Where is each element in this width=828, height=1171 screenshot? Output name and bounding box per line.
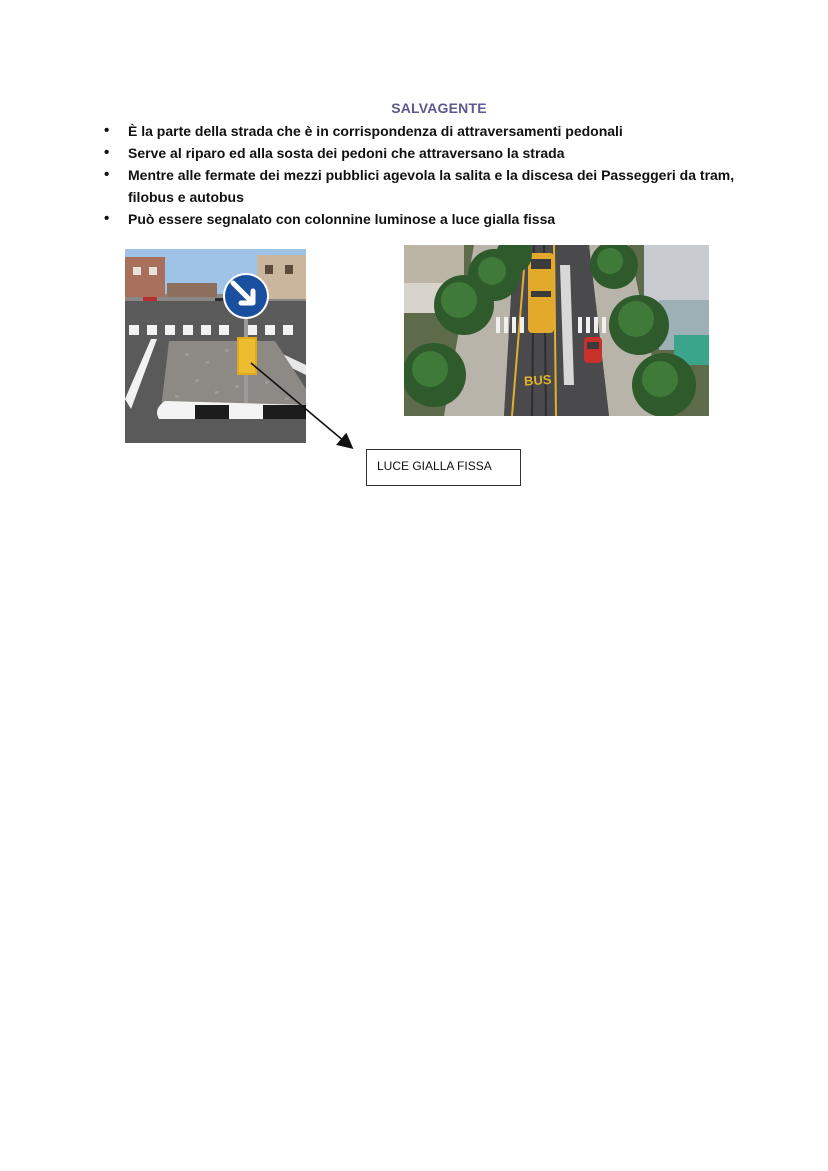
car-icon	[584, 337, 602, 363]
traffic-island-illustration	[125, 249, 306, 443]
traffic-island-photo	[125, 249, 306, 443]
tram-stop-photo	[404, 245, 709, 416]
bullet-item-2: • Serve al riparo ed alla sosta dei pedoni che attraversano la strada	[104, 142, 744, 164]
bullet-list	[104, 120, 744, 230]
bullet-item-4: • Può essere segnalato con colonnine luminose a luce gialla fissa	[104, 208, 744, 230]
callout-box	[366, 449, 521, 486]
bullet-item-3: • Mentre alle fermate dei mezzi pubblici agevola la salita e la discesa dei Passeggeri da tram, filobus e autobus	[104, 164, 744, 208]
bus-lane-text: BUS	[523, 371, 552, 389]
callout-label: LUCE GIALLA FISSA	[377, 459, 492, 473]
document-title: SALVAGENTE	[391, 100, 487, 116]
bullet-item-1: • È la parte della strada che è in corrispondenza di attraversamenti pedonali	[104, 120, 744, 142]
tram-stop-illustration	[404, 245, 709, 416]
